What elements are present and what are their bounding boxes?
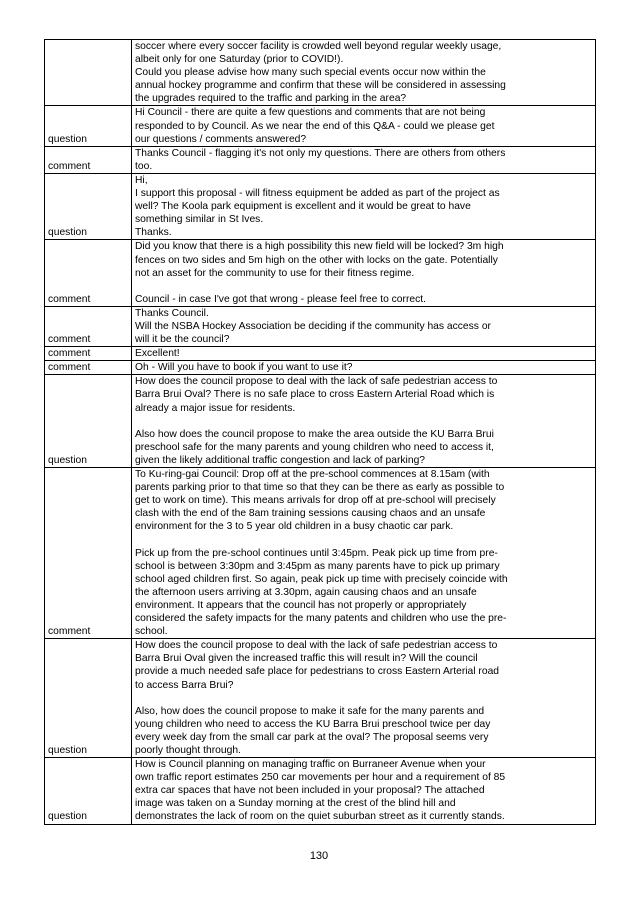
row-type: comment — [45, 146, 132, 173]
text-line: Did you know that there is a high possibility this new field will be locked? 3m high — [135, 241, 504, 253]
row-text — [132, 306, 596, 346]
text-line: demonstrates the lack of room on the quiet suburban street as it currently stands. — [135, 811, 505, 823]
text-line: provide a much needed safe place for pedestrians to cross Eastern Arterial road — [135, 666, 500, 678]
table-row — [45, 468, 596, 639]
row-type: comment — [45, 306, 132, 346]
text-line: considered the safety impacts for the many patents and children who use the pre- — [135, 613, 507, 625]
text-line: Also how does the council propose to make the area outside the KU Barra Brui — [135, 428, 494, 440]
table-row — [45, 347, 596, 361]
row-text — [132, 639, 596, 758]
row-text — [132, 40, 596, 106]
text-line: Barra Brui Oval? There is no safe place to cross Eastern Arterial Road which is — [135, 389, 495, 401]
text-line: fences on two sides and 5m high on the other with locks on the gate. Potentially — [135, 254, 498, 266]
row-type: question — [45, 639, 132, 758]
text-line: too. — [135, 160, 153, 172]
text-line — [135, 533, 592, 546]
text-line: extra car spaces that have not been included in your proposal? The attached — [135, 785, 485, 797]
page-number: 130 — [309, 850, 329, 862]
text-line: How does the council propose to deal with the lack of safe pedestrian access to — [135, 640, 498, 652]
text-line: annual hockey programme and confirm that these will be considered in assessing — [135, 80, 506, 92]
row-text — [132, 240, 596, 306]
text-line: well? The Koola park equipment is excellent and it would be great to have — [135, 201, 471, 213]
row-type: question — [45, 106, 132, 146]
text-line: Thanks. — [135, 227, 172, 239]
row-type: comment — [45, 468, 132, 639]
row-text — [132, 468, 596, 639]
text-line: every week day from the small car park at the oval? The proposal seems very — [135, 731, 489, 743]
text-line: young children who need to access the KU Barra Brui preschool twice per day — [135, 718, 491, 730]
text-line: Thanks Council - flagging it's not only my questions. There are others from others — [135, 147, 506, 159]
text-line: Pick up from the pre-school continues until 3:45pm. Peak pick up time from pre- — [135, 547, 498, 559]
text-line: responded to by Council. As we near the end of this Q&A - could we please get — [135, 120, 495, 132]
text-line: preschool safe for the many parents and young children who need to access it, — [135, 441, 494, 453]
row-text — [132, 361, 596, 375]
text-line: Thanks Council. — [135, 307, 209, 319]
text-line: image was taken on a Sunday morning at the crest of the blind hill and — [135, 798, 456, 810]
row-type — [45, 40, 132, 106]
row-text — [132, 146, 596, 173]
text-line — [135, 415, 592, 428]
text-line: Also, how does the council propose to make it safe for the many parents and — [135, 705, 485, 717]
row-type: question — [45, 758, 132, 824]
text-line: poorly thought through. — [135, 744, 241, 756]
table-row — [45, 106, 596, 146]
text-line — [135, 692, 592, 705]
table-row — [45, 758, 596, 824]
text-line: will it be the council? — [135, 334, 230, 346]
text-line: already a major issue for residents. — [135, 402, 296, 414]
table-row — [45, 173, 596, 239]
text-line: Hi Council - there are quite a few questions and comments that are not being — [135, 107, 486, 119]
row-type: question — [45, 173, 132, 239]
row-text — [132, 173, 596, 239]
text-line: Excellent! — [135, 348, 180, 360]
text-line: given the likely additional traffic congestion and lack of parking? — [135, 454, 426, 466]
text-line: to access Barra Brui? — [135, 679, 234, 691]
text-line: How is Council planning on managing traffic on Burraneer Avenue when your — [135, 759, 486, 771]
row-text — [132, 347, 596, 361]
text-line: Oh - Will you have to book if you want to use it? — [135, 362, 353, 374]
table-row — [45, 639, 596, 758]
text-line: albeit only for one Saturday (prior to COVID!). — [135, 54, 344, 66]
qa-table — [44, 39, 596, 825]
text-line: Will the NSBA Hockey Association be deciding if the community has access or — [135, 320, 491, 332]
text-line: soccer where every soccer facility is crowded well beyond regular weekly usage, — [135, 41, 502, 52]
row-type: comment — [45, 240, 132, 306]
table-row — [45, 40, 596, 106]
text-line: How does the council propose to deal with the lack of safe pedestrian access to — [135, 376, 498, 388]
text-line: school. — [135, 626, 168, 638]
text-line: school is between 3:30pm and 3:45pm as many parents have to pick up primary — [135, 560, 500, 572]
text-line: the upgrades required to the traffic and parking in the area? — [135, 93, 407, 105]
text-line: Hi, — [135, 174, 148, 186]
text-line: not an asset for the community to use for their fitness regime. — [135, 267, 415, 279]
row-text — [132, 106, 596, 146]
text-line: clash with the end of the 8am training sessions causing chaos and an unsafe — [135, 508, 486, 520]
text-line: I support this proposal - will fitness equipment be added as part of the project as — [135, 188, 500, 200]
text-line: get to work on time). This means arrivals for drop off at pre-school will precisely — [135, 495, 496, 507]
text-line: To Ku-ring-gai Council: Drop off at the pre-school commences at 8.15am (with — [135, 469, 490, 480]
row-type: comment — [45, 361, 132, 375]
row-type: question — [45, 375, 132, 468]
row-text — [132, 758, 596, 824]
text-line: environment. It appears that the council has not properly or appropriately — [135, 599, 467, 611]
table-row — [45, 146, 596, 173]
table-row — [45, 306, 596, 346]
table-row — [45, 240, 596, 306]
text-line: Could you please advise how many such special events occur now within the — [135, 67, 486, 79]
table-row — [45, 361, 596, 375]
text-line: the afternoon users arriving at 3.30pm, again causing chaos and an unsafe — [135, 586, 477, 598]
text-line: our questions / comments answered? — [135, 133, 307, 145]
text-line: Council - in case I've got that wrong - please feel free to correct. — [135, 293, 426, 305]
row-text — [132, 375, 596, 468]
text-line: school aged children first. So again, peak pick up time with precisely coincide with — [135, 573, 508, 585]
text-line: Barra Brui Oval given the increased traffic this will result in? Will the council — [135, 653, 478, 665]
table-row — [45, 375, 596, 468]
text-line — [135, 280, 592, 293]
text-line: own traffic report estimates 250 car movements per hour and a requirement of 85 — [135, 772, 506, 784]
text-line: something similar in St Ives. — [135, 214, 264, 226]
text-line: parents parking prior to that time so that they can be there as early as possible to — [135, 482, 505, 494]
row-type: comment — [45, 347, 132, 361]
text-line: environment for the 3 to 5 year old children in a busy chaotic car park. — [135, 521, 454, 533]
